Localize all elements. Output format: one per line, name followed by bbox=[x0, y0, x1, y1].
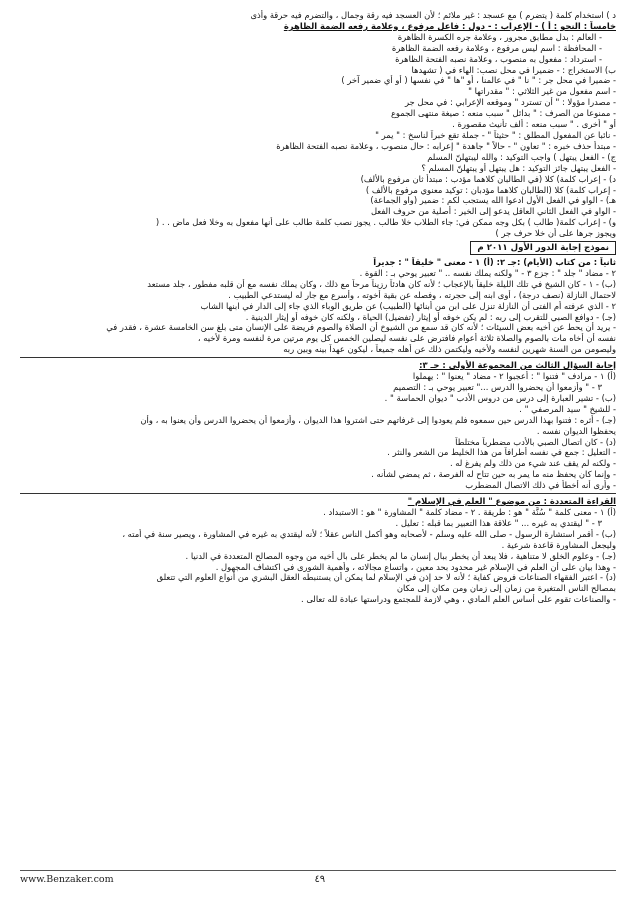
model-answer-box: نموذج إجابة الدور الأول ٢٠١١ م bbox=[470, 241, 616, 255]
text-line: (جـ) - دوافع الصبي للتقرب إلى ربه : لم يكن خوفه أو إيثار (تفضيل) الحياة ، ولكنه كان خوفه أو إيثار الدينية . bbox=[245, 311, 616, 322]
text-line: (د) - كان اتصال الصبي بالأدب مضطرباً مختلطاً bbox=[455, 436, 616, 447]
text-line: - للشيخ " سيد المرصفي " . bbox=[519, 403, 616, 414]
text-line: (د) - اعتبر الفقهاء الصناعات فروض كفاية ؛ لأنه لا حد إذن في الإسلام لما يمكن أن يستنبطه العقل البشري من أنواع العلوم التي تتعلق bbox=[156, 572, 616, 583]
text-line: ٢ - الذي عرفته أم الفتى أن النازلة تنزل على ابن من أبنائها (الطبيب) عن طريق الوباء الذي جاء إلى الدار في ابنها الشاب bbox=[200, 300, 616, 311]
text-line: - إعراب كلمة) كلا (الطالبان كلاهما مؤدبان : توكيد معنوي مرفوع بالألف ) bbox=[365, 184, 616, 195]
section-heading-grammar: خامساً : النحو : أ ) - الإعراب : - دول : فاعل مرفوع ، وعلامة رفعه الضمة الظاهرة bbox=[283, 20, 616, 31]
text-line: (أ) ١ - معنى كلمة " سُنَّة " هو : طريقة . ٢ - مضاد كلمة " المشاورة " هو : الاستبداد . bbox=[323, 506, 616, 517]
section-heading-question-3: إجابة السؤال الثالث من المجموعة الأولى : جـ ٣: bbox=[419, 360, 616, 371]
section-top bbox=[20, 10, 616, 239]
text-line: وليصومن من السنة شهرين لنفسه ولأخيه وليكتمن ذلك عن أهله جميعاً ، ليكون عهداً بينه وبين ربه bbox=[283, 344, 616, 355]
text-line: أو " أخرى . " سبب منعه : ألف تأنيث مقصورة . bbox=[452, 119, 616, 130]
text-line: - ضميرا في محل جر : " نا " في عالمنا ، أو "ها " في نفسها ( أو أي ضمير آخر ) bbox=[341, 75, 616, 86]
text-line: وليجعل المشاورة قاعدة شرعية . bbox=[501, 539, 616, 550]
text-line: ب) الاستخراج : - ضميرا في محل نصب: الهاء في ( تشهدها bbox=[411, 64, 616, 75]
page-number: ٤٩ bbox=[314, 874, 326, 885]
text-line: د) - إعراب كلمة) كلا (في الطالبان كلاهما مؤدب : مبتدأ ثان مرفوع بالألف) bbox=[360, 173, 616, 184]
text-line: - مبتدأ حذف خبره : " تعاون " - حالاً " جاهدة " إعرابه : حال منصوب ، وعلامة نصبه الفتحة الظاهرة bbox=[276, 140, 616, 151]
text-line: (جـ) - أثره : فتنوا بهذا الدرس حين سمعوه فلم يعودوا إلى غرفاتهم حتى اشتروا هذا الديوان ، وأزمعوا أن يحضروا الدرس وأن يعنوا به ، وأن bbox=[140, 414, 616, 425]
text-line: ٣ - " وأزمعوا أن يحضروا الدرس ..." تعبير يوحي بـ : التصميم bbox=[393, 382, 602, 392]
section-heading-reading: القراءة المتعددة : من موضوع " العلم في الإسلام " bbox=[407, 496, 616, 507]
text-line: بمصالح الناس المتغيرة من زمان إلى زمان ومن مكان إلى مكان bbox=[396, 583, 616, 594]
text-line: - والصناعات تقوم على أساس العلم المادي ، وهي لازمة للمجتمع ودراستها عبادة لله تعالى . bbox=[301, 594, 616, 605]
text-line: (جـ) - وعلوم الخلق لا متناهية ، فلا يبعد أن يخطر ببال إنسان ما لم يخطر على بال أخيه من وجوه المصالح المتعددة في الدنيا . bbox=[185, 550, 616, 561]
page-footer bbox=[20, 874, 616, 885]
text-line: - يريد أن يحط عن أخيه بعض السيئات ؛ لأنه كان قد سمع من الشيوخ أن الصلاة والصوم فريضة على الإنسان متى بلغ سن الخامسة عشرة ، فقدر في bbox=[106, 322, 616, 333]
text-line: د ) استخدام كلمة ( يتضرم ) مع عسجد : غير ملائم ؛ لأن العسجد فيه رقة وجمال ، والتضرم فيه حرقة وأذى bbox=[250, 10, 616, 20]
text-line: (ب) - تشير العبارة إلى درس من دروس الأدب " ديوان الحماسة " . bbox=[384, 392, 616, 403]
text-line: ٣ - " ليقتدي به غيره ... " علاقة هذا التعبير بما قبله : تعليل . bbox=[395, 517, 602, 528]
text-line: (أ) ١ - مرادف " فتنوا " : أعجبوا ٢ - مضاد " يعنوا " : يهملوا bbox=[412, 371, 616, 382]
text-line: - وأرى أنه أخطأ في ذلك الاتصال المضطرب bbox=[465, 480, 616, 491]
text-line: - نائبا عن المفعول المطلق : " حثيثاً " - جملة تقع خبراً لناسخ : " يمر " bbox=[375, 129, 616, 140]
text-line: - ولكنه لم يقف عند شيء من ذلك ولم يفرغ له . bbox=[449, 458, 616, 469]
text-line: - التعليل : جمع في نفسه أطرافاً من هذا الخليط من الشعر والنثر . bbox=[387, 447, 616, 458]
section-heading-ayyam: ثانياً : من كتاب (الأيام) :جـ ٢: (أ) ١ - معنى " خليقاً " : جديراً bbox=[373, 257, 616, 268]
text-line: - الفعل يبتهل جائز التوكيد : هل يبتهل أو يبتهلنّ المسلم ؟ bbox=[421, 162, 616, 173]
text-line: - العالم : بدل مطابق مجرور ، وعلامة جره الكسرة الظاهرة bbox=[397, 31, 602, 42]
text-line: (ب) - ١ - كان الشيخ في تلك الليلة خليقاً بالإعجاب ؛ لأنه كان هادئاً رزيناً مرحاً مع ذلك ، وكان يملك نفسه مع أن قلبه مفطور ، جلد مستعد bbox=[147, 278, 616, 289]
text-line: - ممنوعا من الصرف : " بدائل " سبب منعه : صيغة منتهى الجموع bbox=[390, 108, 616, 119]
section-divider bbox=[20, 357, 616, 358]
text-line: ٢ - مضاد " جلد " : جزع ٣ - " ولكنه يملك نفسه .. " تعبير يوحي بـ : القوة . bbox=[359, 267, 616, 278]
text-line: - وإنما كان يحفظ منه ما يمر به حين تتاح له الفرصة ، ثم يمضي لشأنه . bbox=[371, 469, 616, 480]
text-line: و) - إعراب كلمة( طالب ) بكل وجه ممكن في: جاء الطلاب خلا طالب . يجوز نصب كلمة طالب على أنها مفعول به وخلا فعل ماض . . ( bbox=[155, 217, 616, 228]
text-line: لاحتمال النازلة (نصف درجة) ، أوى ابنه إلى حجرته ، وفصله عن بقية أخوته ، وأسرع مع جار له ليستدعي الطبيب . bbox=[228, 289, 616, 300]
section-ayyam bbox=[20, 257, 616, 355]
section-divider bbox=[20, 493, 616, 494]
model-answer-header bbox=[20, 241, 616, 255]
section-multiple-reading bbox=[20, 496, 616, 605]
text-line: يحفظوا الديوان نفسه . bbox=[536, 425, 616, 436]
text-line: - وهذا بيان على أن العلم في الإسلام غير محدود بحد معين ، واتساع مجالاته ، وأهمية الشورى في اكتشاف المجهول . bbox=[215, 561, 616, 572]
text-line: - اسم مفعول من غير الثلاثي : " مقدراتها " bbox=[468, 86, 616, 97]
text-line: - مصدرا مؤولا : " أن تسترد " وموقعه الإعرابي : في محل جر bbox=[404, 97, 616, 108]
text-line: ويجوز جرها على أن خلا حرف جر ) bbox=[495, 228, 616, 239]
text-line: نفسه أن أخاه مات بالصوم والصلاة ثلاثة أعوام فافترض على نفسه ليصلين الخمس كل يوم مرتين مرة لنفسه ومرة لأخيه ، bbox=[197, 333, 616, 344]
text-line: - المحافظة : اسم ليس مرفوع ، وعلامة رفعه الضمة الظاهرة bbox=[391, 42, 602, 53]
text-line: ج) - الفعل يبتهل ) واجب التوكيد : والله ليبتهلنّ المسلم bbox=[427, 151, 616, 162]
text-line: - استرداد : مفعول به منصوب ، وعلامة نصبه الفتحة الظاهرة bbox=[395, 53, 602, 64]
text-line: - الواو في الفعل الثاني العاقل يدعو إلى الخير : أصلية من حروف الفعل bbox=[370, 206, 616, 217]
footer-rule bbox=[20, 870, 616, 871]
text-line: (ب) - أقمر استشارة الرسول - صلى الله عليه وسلم - لأصحابه وهو أكمل الناس عقلاً ؛ لأنه ليقتدي به غيره في المشاورة ، ويصير سنة في أمته ، bbox=[122, 528, 616, 539]
footer-website: www.Benzaker.com bbox=[20, 874, 114, 885]
text-line: هـ) - الواو في الفعل الأول ادعوا الله يستجب لكم : ضمير (واو الجماعة) bbox=[370, 195, 616, 206]
section-question-3 bbox=[20, 360, 616, 491]
